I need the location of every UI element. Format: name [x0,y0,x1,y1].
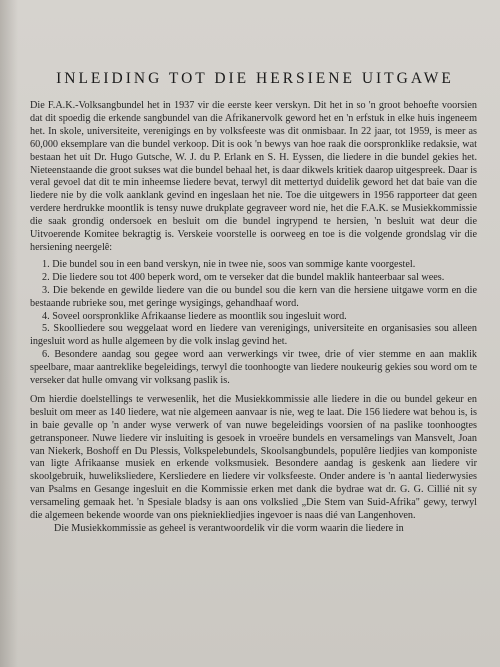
intro-paragraph: Die F.A.K.-Volksangbundel het in 1937 vir die eerste keer verskyn. Dit het in so 'n groot behoefte voorsien dat dit spoedig die erkende sangbundel van die Afrikanervolk geword het en 'n erfstuk in elke huis ingeneem het. In skole, universiteite, verenigings en by volksfeeste was dit onmisbaar. In 22 jaar, tot 1959, is meer as 60,000 eksemplare van die bundel verkoop. Dit is ook 'n bewys van hoe raak die oorspronklike redaksie, wat bestaan het uit Dr. Hugo Gutsche, W. J. du P. Erlank en S. H. Eyssen, die liedere in die bundel gekies het. Nieteenstaande die groot sukses wat die bundel behaal het, is daar dikwels kritiek daarop uitgespreek. Daar is veral gevoel dat dit te min inheemse liedere bevat, terwyl dit mettertyd duidelik geword het dat baie van die liedere nie by die volk aanklank gevind en ingeslaan het nie. Toe die uitgewers in 1956 rapporteer dat geen verdere herdrukke moontlik is tensy nuwe drukplate gegraveer word nie, het die F.A.K. se Musiekkommissie die saak grondig ondersoek en besluit om die bundel ingrypend te hersien, 'n besluit wat deur die Uitvoerende Komitee bekragtig is. Verskeie voorstelle is oorweeg en toe is die volgende grondslag vir die hersiening neergelê: [30,100,477,253]
page-gutter-shadow [0,0,18,667]
body-text [30,100,477,536]
list-item: 5. Skoolliedere sou weggelaat word en liedere van verenigings, universiteite en organisasies sou alleen ingesluit word as hulle algemeen by die volk inslag gevind het. [30,323,477,348]
third-paragraph-start: Die Musiekkommissie as geheel is verantwoordelik vir die vorm waarin die liedere in [54,523,404,534]
page-title: INLEIDING TOT DIE HERSIENE UITGAWE [56,70,454,88]
numbered-list [30,259,477,388]
list-item: 1. Die bundel sou in een band verskyn, nie in twee nie, soos van sommige kante voorgestel. [42,258,416,270]
list-item: 3. Die bekende en gewilde liedere van die ou bundel sou die kern van die hersiene uitgawe vorm en die bestaande rubrieke sou, met geringe wysigings, gehandhaaf word. [30,284,477,309]
list-item: 4. Soveel oorspronklike Afrikaanse liedere as moontlik sou ingesluit word. [42,310,347,322]
list-item: 6. Besondere aandag sou gegee word aan verwerkings vir twee, drie of vier stemme en aan maklik speelbare, maar aantreklike begeleidings, terwyl die toonhoogte van liedere noukeurig gekies sou word om te verseker dat hulle omvang vir volksang paslik is. [30,349,477,387]
second-paragraph: Om hierdie doelstellings te verwesenlik, het die Musiekkommissie alle liedere in die ou bundel gekeur en besluit om meer as 140 liedere, wat nie algemeen aanvaar is nie, weg te laat. Die 156 liedere wat behou is, is in baie gevalle op 'n ander wyse verwerk of van nuwe begeleidings voorsien of na paslike toonhoogtes getransponeer. Nuwe liedere vir insluiting is gesoek in vroeëre bundels en versamelings van Mansvelt, Joan van Niekerk, Boshoff en Du Plessis, Volkspelebundels, Skoolsangbundels, populêre liedjies van komponiste van ligte Afrikaanse musiek en erkende volksmusiek. Besondere aandag is geskenk aan liedere vir skoolgebruik, huweliksliedere, Kersliedere en liedere vir volksfeeste. Onder andere is 'n aantal liederwysies van Psalms en Gesange ingesluit en die Kommissie erken met dank die bydrae wat dr. G. G. Cillié nit sy versameling gemaak het. 'n Spesiale bladsy is aan ons volkslied „Die Stem van Suid-Afrika" gewy, terwyl die algemeen bekende woorde van ons piekniekliedjies ingevoer is naas dié van Langenhoven. [30,393,477,522]
list-item: 2. Die liedere sou tot 400 beperk word, om te verseker dat die bundel maklik hanteerbaar sal wees. [42,271,445,283]
